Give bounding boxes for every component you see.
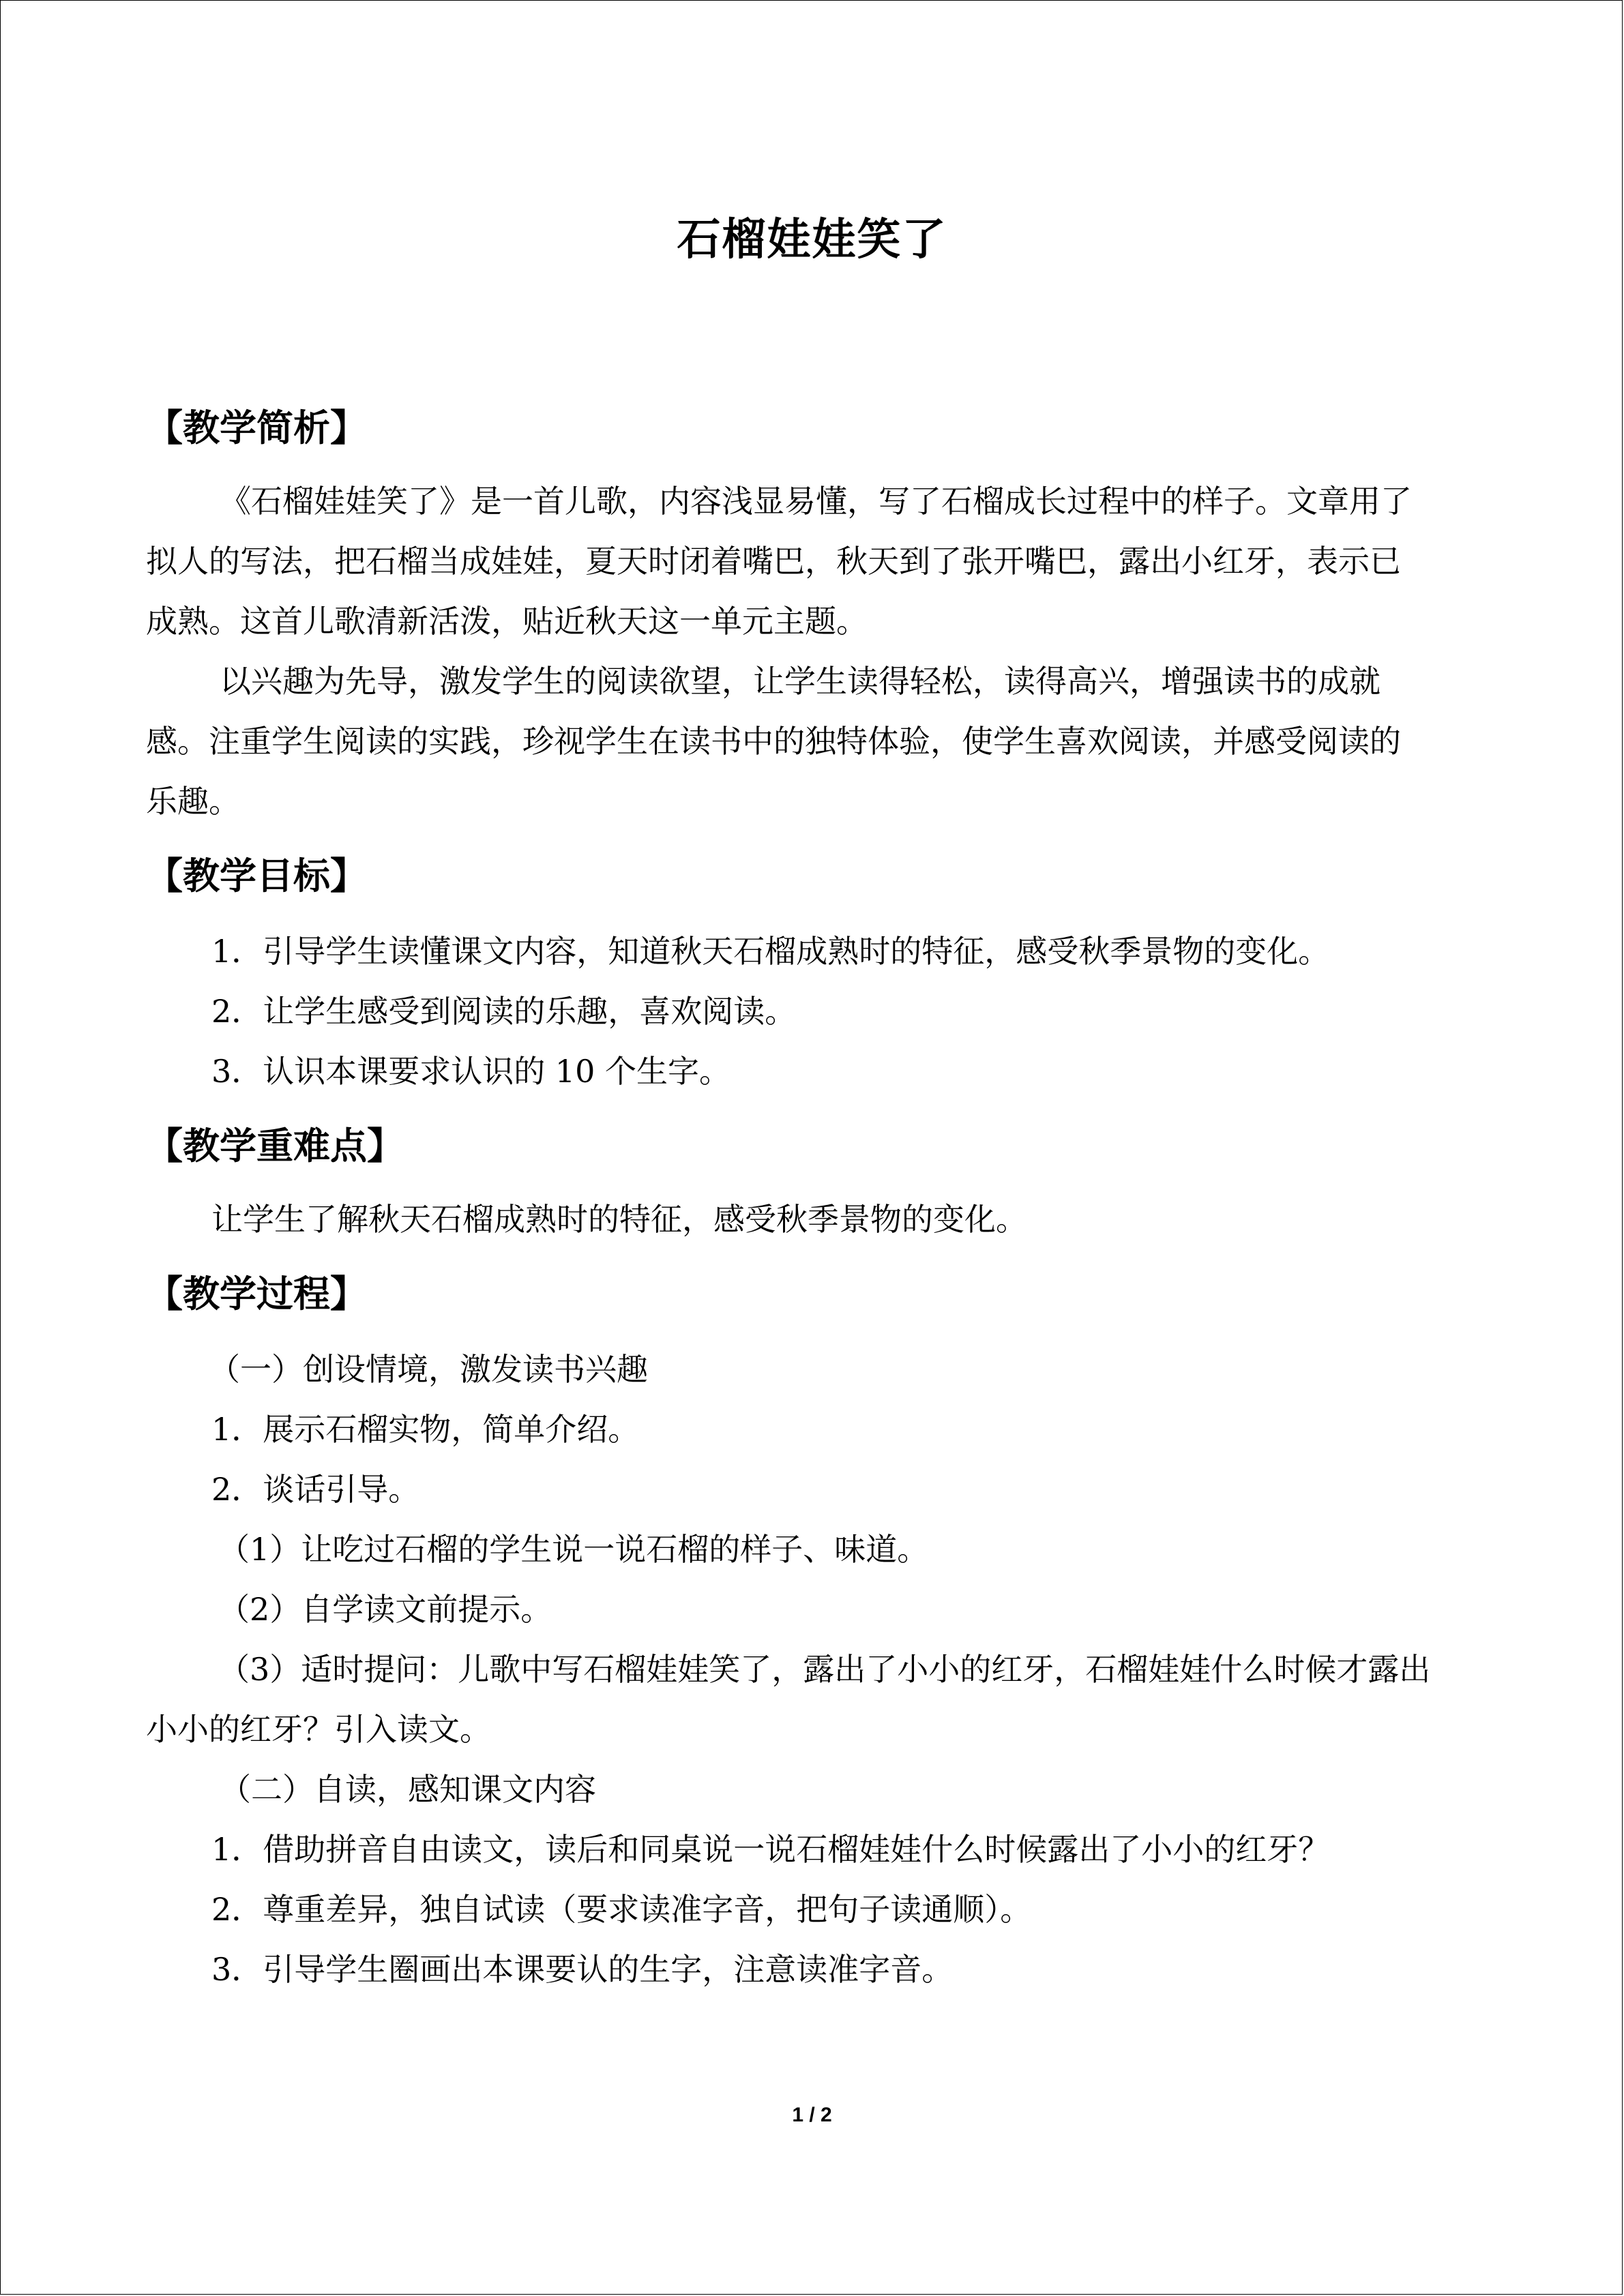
section-heading-analysis: 【教学简析】 bbox=[146, 406, 367, 449]
list-item: 1．展示石榴实物，简单介绍。 bbox=[211, 1411, 640, 1448]
section-heading-process: 【教学过程】 bbox=[146, 1272, 367, 1315]
subsection-title: （二）自读，感知课文内容 bbox=[220, 1771, 596, 1808]
list-item: 1．引导学生读懂课文内容，知道秋天石榴成熟时的特征，感受秋季景物的变化。 bbox=[211, 933, 1330, 970]
paragraph-line: 以兴趣为先导，激发学生的阅读欲望，让学生读得轻松，读得高兴，增强读书的成就 bbox=[220, 663, 1381, 700]
list-item: 2．谈话引导。 bbox=[211, 1471, 420, 1508]
page-title: 石榴娃娃笑了 bbox=[677, 214, 947, 265]
paragraph-line: 《石榴娃娃笑了》是一首儿歌，内容浅显易懂，写了石榴成长过程中的样子。文章用了 bbox=[220, 483, 1412, 520]
page-indicator: 1 / 2 bbox=[792, 2104, 832, 2126]
paragraph-line: 感。注重学生阅读的实践，珍视学生在读书中的独特体验，使学生喜欢阅读，并感受阅读的 bbox=[146, 723, 1401, 760]
list-item: 2．尊重差异，独自试读（要求读准字音，把句子读通顺）。 bbox=[211, 1891, 1032, 1928]
list-item: （2）自学读文前提示。 bbox=[218, 1591, 552, 1628]
paragraph-line: 乐趣。 bbox=[146, 783, 240, 820]
list-item: 3．认识本课要求认识的 10 个生字。 bbox=[211, 1053, 731, 1090]
paragraph-line: 小小的红牙？引入读文。 bbox=[146, 1711, 491, 1748]
list-item: （3）适时提问：儿歌中写石榴娃娃笑了，露出了小小的红牙，石榴娃娃什么时候才露出 bbox=[218, 1651, 1431, 1688]
list-item: （1）让吃过石榴的学生说一说石榴的样子、味道。 bbox=[218, 1531, 929, 1568]
paragraph-line: 让学生了解秋天石榴成熟时的特征，感受秋季景物的变化。 bbox=[211, 1201, 1027, 1238]
section-heading-objectives: 【教学目标】 bbox=[146, 854, 367, 897]
section-heading-key-points: 【教学重难点】 bbox=[146, 1124, 404, 1167]
list-item: 3．引导学生圈画出本课要认的生字，注意读准字音。 bbox=[211, 1951, 954, 1988]
subsection-title: （一）创设情境，激发读书兴趣 bbox=[209, 1351, 648, 1388]
list-item: 2．让学生感受到阅读的乐趣，喜欢阅读。 bbox=[211, 993, 797, 1030]
paragraph-line: 拟人的写法，把石榴当成娃娃，夏天时闭着嘴巴，秋天到了张开嘴巴，露出小红牙，表示已 bbox=[146, 543, 1401, 580]
paragraph-line: 成熟。这首儿歌清新活泼，贴近秋天这一单元主题。 bbox=[146, 603, 868, 640]
list-item: 1．借助拼音自由读文，读后和同桌说一说石榴娃娃什么时候露出了小小的红牙？ bbox=[211, 1831, 1330, 1868]
